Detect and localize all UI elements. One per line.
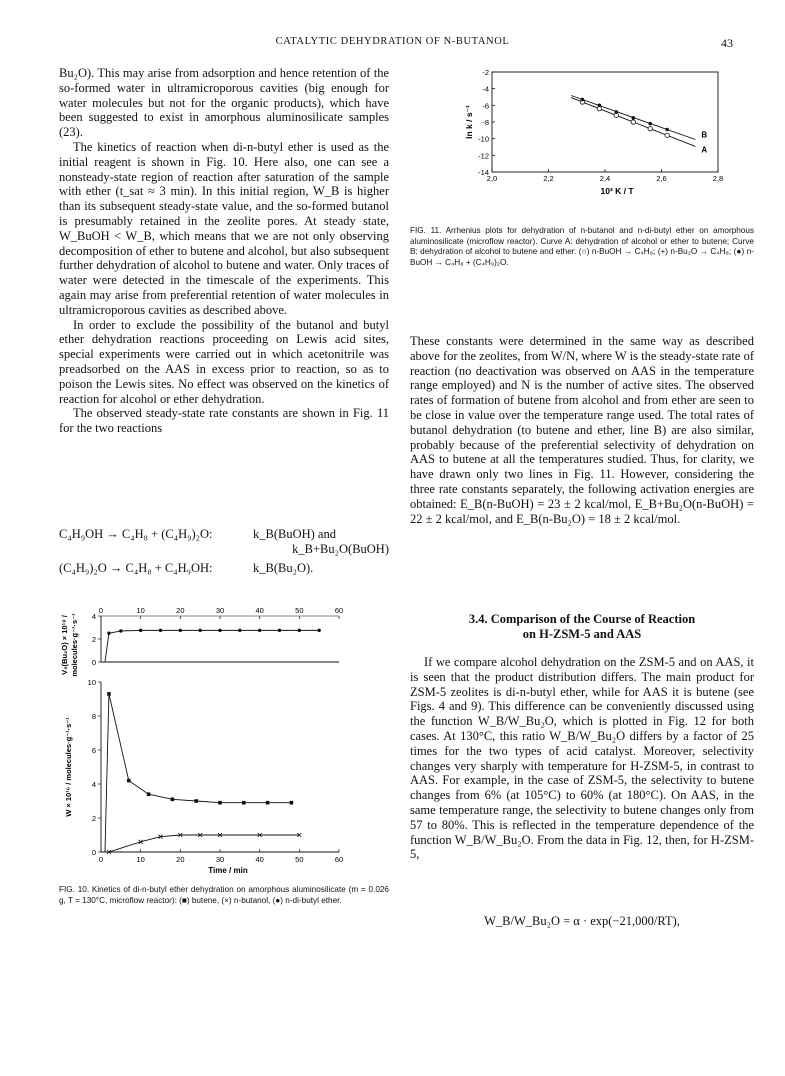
x-tick-label: 20	[176, 606, 185, 615]
page-number: 43	[721, 36, 733, 50]
y-tick-label: -2	[482, 68, 489, 77]
data-point	[266, 801, 270, 805]
x-tick-label: 50	[295, 606, 304, 615]
plot-frame	[492, 72, 718, 172]
data-point	[198, 629, 201, 632]
x-tick-label: 2,4	[599, 174, 611, 183]
x-tick-label: 60	[334, 606, 344, 615]
data-point	[298, 629, 301, 632]
y-tick-label: 4	[91, 612, 96, 621]
data-point	[648, 122, 652, 126]
butanol-curve	[109, 835, 299, 852]
data-point	[107, 632, 110, 635]
x-tick-label: 50	[295, 855, 304, 864]
x-axis-label: 10³ K / T	[600, 186, 634, 196]
equation-1-continuation: k_B+Bu₂O(BuOH)	[292, 542, 389, 556]
y-tick-label: -4	[482, 84, 489, 94]
data-point	[631, 120, 635, 124]
figure-11-caption: FIG. 11. Arrhenius plots for dehydration of n-butanol and n-di-butyl ether on amorphous aluminosilicate (microflow reactor). Curve A: dehydration of alcohol or ether to butene; Curve B: dehydration of alcohol to butene and ether. (○) n-BuOH → C₄H₈; (+) n-Bu₂O → C₄H₈; (●) n-BuOH → C₄H₈ + (C₄H₉)₂O.	[410, 226, 754, 267]
running-title: CATALYTIC DEHYDRATION OF N-BUTANOL	[275, 36, 510, 47]
data-point	[218, 629, 221, 632]
paragraph: If we compare alcohol dehydration on the ZSM-5 and on AAS, it is seen that the product distribution differs. The main product for ZSM-5 zeolites is di-n-butyl ether, while for AAS it is butene (see Figs. 4 and 9). This difference can be conveniently discussed using the function W_B/W_Bu₂O, which is plotted in Fig. 12 for both cases. At 130°C, this ratio W_B/W_Bu₂O differs by a factor of 25 times for the two types of acid catalyst. Moreover, selectivity changes very sharply with temperature for H-ZSM-5, in contrast to AAS. For example, in the case of ZSM-5, the selectivity to butene changes from 6% (at 105°C) to 60% (at 180°C). On AAS, in the same temperature range, the selectivity to butene changes only from 57 to 80%. This is reflected in the temperature dependence of the function W_B/W_Bu₂O. From the data in Fig. 12, then, for H-ZSM-5,	[410, 655, 754, 862]
paragraph: The observed steady-state rate constants are shown in Fig. 11 for the two reactions	[59, 406, 389, 436]
y-tick-label: -12	[478, 151, 489, 161]
data-point	[665, 133, 669, 137]
x-tick-label: 60	[334, 855, 344, 864]
y-tick-label: 0	[91, 658, 96, 667]
section-title-line-2: on H-ZSM-5 and AAS	[522, 627, 642, 641]
y-tick-label: -8	[482, 118, 489, 127]
y-tick-label: -10	[478, 134, 489, 144]
data-point	[159, 629, 162, 632]
data-point	[278, 629, 281, 632]
data-point	[631, 116, 635, 120]
top-y-axis-label: V₀(Bu₂O) × 10¹⁸ /	[60, 615, 69, 675]
data-point	[581, 98, 585, 102]
x-tick-label: 40	[255, 606, 264, 615]
section-title	[410, 612, 754, 642]
x-tick-label: 10	[136, 606, 145, 615]
y-tick-label: 2	[91, 814, 96, 823]
data-point	[615, 110, 619, 114]
right-column-text-2	[410, 655, 754, 862]
x-tick-label: 2,8	[712, 174, 724, 183]
equation-1-right: k_B(BuOH) and	[253, 527, 336, 541]
figure-11-plot	[464, 68, 744, 218]
butene-curve	[105, 694, 291, 852]
data-point	[119, 629, 122, 632]
x-tick-label: 2,0	[486, 174, 498, 183]
data-point	[258, 629, 261, 632]
data-point	[127, 779, 131, 783]
paragraph: The kinetics of reaction when di-n-butyl ether is used as the initial reagent is shown in Fig. 10. Here also, one can see a nonsteady-state region of reaction after saturation of the sample with ether (t_sat ≈ 3 min). In this initial region, W_B is higher than its subsequent steady-state value, and the so-formed butanol is presumably retained in the zeolite pores. At steady state, W_BuOH < W_B, which means that we are not only observing decomposition of ether to butene and alcohol, but also subsequent further dehydration of alcohol to butene and water. Only traces of water were detected in the timescale of the experiments. This again may arise from preferential retention of water molecules in ultramicroporous cavities as described above.	[59, 139, 389, 317]
x-tick-label: 20	[176, 855, 185, 864]
bottom-y-axis-label: W × 10¹⁶ / molecules·g⁻¹·s⁻¹	[64, 717, 73, 817]
data-point	[139, 629, 142, 632]
x-tick-label: 0	[98, 606, 104, 615]
right-column-text	[410, 334, 754, 526]
data-point	[648, 126, 652, 130]
data-point	[290, 801, 294, 805]
top-y-axis-label-units: molecules·g⁻¹·s⁻¹	[70, 613, 79, 677]
data-point	[598, 104, 602, 108]
y-tick-label: 0	[91, 848, 96, 857]
data-point	[317, 629, 320, 632]
y-axis-label: ln k / s⁻¹	[464, 105, 474, 139]
line-label-A: A	[701, 145, 708, 155]
paragraph: In order to exclude the possibility of the butanol and butyl ether dehydration reactions proceeding on Lewis acid sites, special experiments were carried out in which acetonitrile was preadsorbed on the AAS in excess prior to reaction, so as to poison the Lewis sites. No effect was observed on the kinetics of reaction for alcohol or ether dehydration.	[59, 317, 389, 406]
data-point	[218, 801, 222, 805]
y-tick-label: 6	[91, 746, 96, 755]
figure-10	[59, 602, 389, 874]
y-tick-label: -6	[482, 101, 489, 111]
section-title-line-1: 3.4. Comparison of the Course of Reaction	[468, 612, 696, 626]
reaction-equations	[59, 527, 389, 576]
left-column-text	[59, 66, 389, 436]
x-tick-label: 0	[98, 855, 104, 864]
data-point	[179, 629, 182, 632]
figure-11	[464, 68, 744, 218]
equation-1-left: C₄H₉OH → C₄H₈ + (C₄H₉)₂O:	[59, 527, 213, 541]
x-tick-label: 2,2	[543, 174, 554, 183]
equation-2-right: k_B(Bu₂O).	[253, 561, 314, 575]
data-point	[171, 798, 175, 802]
y-tick-label: 2	[91, 635, 96, 644]
line-label-B: B	[701, 130, 708, 140]
paragraph: Bu₂O). This may arise from adsorption and hence retention of the so-formed water in ultramicroporous cavities (big enough for water molecules but not for the organic products), which have been suggested to exist in amorphous aluminosilicate samples (23).	[59, 66, 389, 140]
y-tick-label: -14	[478, 168, 489, 177]
page-header	[0, 36, 785, 50]
x-tick-label: 10	[136, 855, 145, 864]
data-point	[665, 128, 669, 132]
data-point	[107, 692, 111, 696]
data-point	[147, 792, 151, 796]
y-tick-label: 4	[91, 780, 96, 789]
ratio-equation: W_B/W_Bu₂O = α · exp(−21,000/RT),	[484, 914, 680, 928]
equation-2-left: (C₄H₉)₂O → C₄H₈ + C₄H₉OH:	[59, 561, 213, 575]
data-point	[242, 801, 246, 805]
data-point	[194, 799, 198, 803]
x-axis-label: Time / min	[208, 866, 248, 874]
y-tick-label: 8	[91, 712, 96, 721]
figure-10-plot	[59, 602, 389, 874]
data-point	[238, 629, 241, 632]
y-tick-label: 10	[87, 678, 96, 687]
x-tick-label: 2,6	[656, 174, 667, 183]
x-tick-label: 30	[215, 855, 225, 864]
ether-rate-curve	[105, 630, 319, 662]
x-tick-label: 30	[215, 606, 225, 615]
figure-10-caption: FIG. 10. Kinetics of di-n-butyl ether dehydration on amorphous aluminosilicate (m = 0.026 g, T = 130°C, microflow reactor): (■) butene, (×) n-butanol, (●) n-di-butyl ether.	[59, 885, 389, 905]
paragraph: These constants were determined in the same way as described above for the zeolites, from W/N, where W is the steady-state rate of reaction (no deactivation was observed on AAS in the temperature range employed) and N is the number of active sites. The observed rates of formation of butene from alcohol and from ether are seen to be close in value over the temperature range used. The total rates of butanol dehydration (to butene and ether, line B) are also similar, probably because of the preferential selectivity of dehydration on AAS to butene at all the temperatures studied. Thus, for clarity, we have drawn only two lines in Fig. 11. However, considering the three rate constants separately, the following activation energies are obtained: E_B(n-BuOH) = 23 ± 2 kcal/mol, E_B+Bu₂O(n-BuOH) = 22 ± 2 kcal/mol, and E_B(n-Bu₂O) = 18 ± 2 kcal/mol.	[410, 334, 754, 526]
x-tick-label: 40	[255, 855, 264, 864]
